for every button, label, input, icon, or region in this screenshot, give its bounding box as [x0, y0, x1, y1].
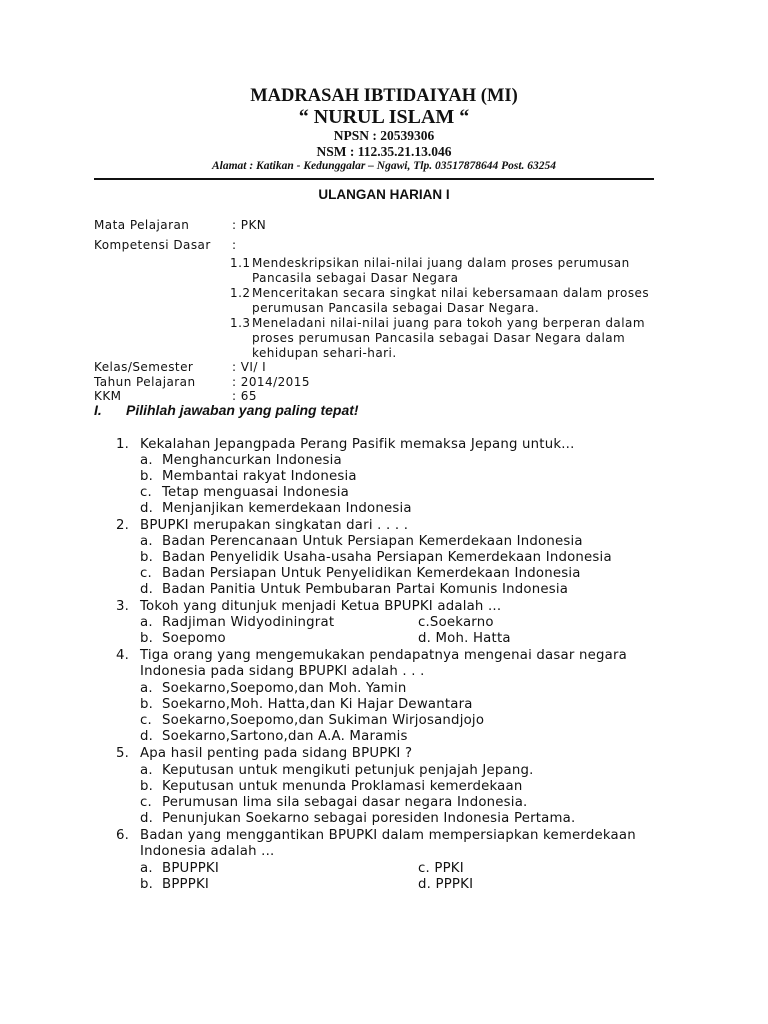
option-letter: c. [140, 485, 152, 500]
subject-label: Mata Pelajaran [94, 218, 190, 232]
school-address: Alamat : Katikan - Kedunggalar – Ngawi, Tlp. 03517878644 Post. 63254 [211, 160, 557, 172]
kkm-value: : 65 [232, 389, 257, 403]
exam-title: ULANGAN HARIAN I [318, 187, 450, 202]
header-divider [94, 178, 654, 180]
option-letter: c. [140, 566, 152, 581]
kkm-label: KKM [94, 389, 122, 403]
question-text: Tiga orang yang mengemukakan pendapatnya mengenai dasar negara [140, 648, 627, 663]
option-letter: b. [140, 631, 154, 646]
question-number: 3. [116, 599, 130, 614]
question-text: Apa hasil penting pada sidang BPUPKI ? [140, 746, 413, 761]
school-subname: “ NURUL ISLAM “ [298, 106, 470, 128]
option-text-right: c. PPKI [418, 861, 464, 876]
competency-number: 1.2 [230, 286, 251, 300]
option-letter: a. [140, 763, 153, 778]
option-text: Soekarno,Soepomo,dan Sukiman Wirjosandjojo [162, 713, 485, 728]
subject-value: : PKN [232, 218, 267, 232]
option-text: Badan Panitia Untuk Pembubaran Partai Komunis Indonesia [162, 582, 569, 597]
option-letter: a. [140, 861, 153, 876]
option-text-right: c.Soekarno [418, 615, 494, 630]
class-value: : VI/ I [232, 360, 267, 374]
option-text: BPUPPKI [162, 861, 219, 876]
competency-number: 1.1 [230, 256, 251, 270]
option-text: Tetap menguasai Indonesia [162, 485, 349, 500]
option-letter: d. [140, 582, 154, 597]
option-letter: d. [140, 811, 154, 826]
competency-text: kehidupan sehari-hari. [252, 346, 397, 360]
competency-text: Meneladani nilai-nilai juang para tokoh yang berperan dalam [252, 316, 645, 330]
option-text: Menghancurkan Indonesia [162, 453, 342, 468]
question-number: 1. [116, 437, 130, 452]
question-number: 6. [116, 828, 130, 843]
competency-text: Menceritakan secara singkat nilai kebersamaan dalam proses [252, 286, 650, 300]
section-title: Pilihlah jawaban yang paling tepat! [126, 402, 359, 418]
option-letter: a. [140, 615, 153, 630]
option-text: Soepomo [162, 631, 226, 646]
competency-colon: : [232, 238, 237, 252]
option-text-right: d. PPPKI [418, 877, 474, 892]
option-text-right: d. Moh. Hatta [418, 631, 511, 646]
school-name: MADRASAH IBTIDAIYAH (MI) [250, 86, 518, 106]
option-text: Perumusan lima sila sebagai dasar negara Indonesia. [162, 795, 528, 810]
option-text: Penunjukan Soekarno sebagai poresiden Indonesia Pertama. [162, 811, 576, 826]
option-text: Menjanjikan kemerdekaan Indonesia [162, 501, 412, 516]
option-letter: b. [140, 697, 154, 712]
option-text: Soekarno,Moh. Hatta,dan Ki Hajar Dewantara [162, 697, 473, 712]
option-text: Keputusan untuk menunda Proklamasi kemerdekaan [162, 779, 523, 794]
question-number: 4. [116, 648, 130, 663]
competency-text: Mendeskripsikan nilai-nilai juang dalam proses perumusan [252, 256, 630, 270]
option-text: Radjiman Widyodiningrat [162, 615, 335, 630]
option-text: Membantai rakyat Indonesia [162, 469, 357, 484]
option-letter: b. [140, 550, 154, 565]
option-text: Badan Persiapan Untuk Penyelidikan Kemerdekaan Indonesia [162, 566, 581, 581]
npsn-number: NPSN : 20539306 [333, 128, 435, 143]
option-letter: a. [140, 534, 153, 549]
question-text: Tokoh yang ditunjuk menjadi Ketua BPUPKI adalah ... [140, 599, 502, 614]
option-letter: d. [140, 729, 154, 744]
question-text: Indonesia pada sidang BPUPKI adalah . . . [140, 664, 425, 679]
option-letter: b. [140, 877, 154, 892]
competency-text: perumusan Pancasila sebagai Dasar Negara. [252, 301, 540, 315]
competency-label: Kompetensi Dasar [94, 238, 211, 252]
section-number: I. [94, 402, 102, 418]
question-text: Kekalahan Jepangpada Perang Pasifik memaksa Jepang untuk... [140, 437, 575, 452]
option-letter: c. [140, 713, 152, 728]
option-letter: a. [140, 681, 153, 696]
option-text: Keputusan untuk mengikuti petunjuk penjajah Jepang. [162, 763, 534, 778]
question-text: Indonesia adalah ... [140, 844, 275, 859]
question-text: BPUPKI merupakan singkatan dari . . . . [140, 518, 409, 533]
option-letter: a. [140, 453, 153, 468]
question-number: 5. [116, 746, 130, 761]
competency-text: proses perumusan Pancasila sebagai Dasar Negara dalam [252, 331, 626, 345]
class-label: Kelas/Semester [94, 360, 194, 374]
question-text: Badan yang menggantikan BPUPKI dalam mempersiapkan kemerdekaan [140, 828, 636, 843]
option-text: Badan Penyelidik Usaha-usaha Persiapan Kemerdekaan Indonesia [162, 550, 612, 565]
option-letter: c. [140, 795, 152, 810]
option-text: Badan Perencanaan Untuk Persiapan Kemerdekaan Indonesia [162, 534, 583, 549]
option-letter: d. [140, 501, 154, 516]
year-label: Tahun Pelajaran [94, 375, 196, 389]
option-text: Soekarno,Soepomo,dan Moh. Yamin [162, 681, 407, 696]
competency-number: 1.3 [230, 316, 251, 330]
option-letter: b. [140, 469, 154, 484]
competency-text: Pancasila sebagai Dasar Negara [252, 271, 459, 285]
option-text: BPPPKI [162, 877, 210, 892]
section-heading [94, 402, 359, 418]
nsm-number: NSM : 112.35.21.13.046 [316, 144, 452, 159]
year-value: : 2014/2015 [232, 375, 310, 389]
option-letter: b. [140, 779, 154, 794]
option-text: Soekarno,Sartono,dan A.A. Maramis [162, 729, 408, 744]
question-number: 2. [116, 518, 130, 533]
